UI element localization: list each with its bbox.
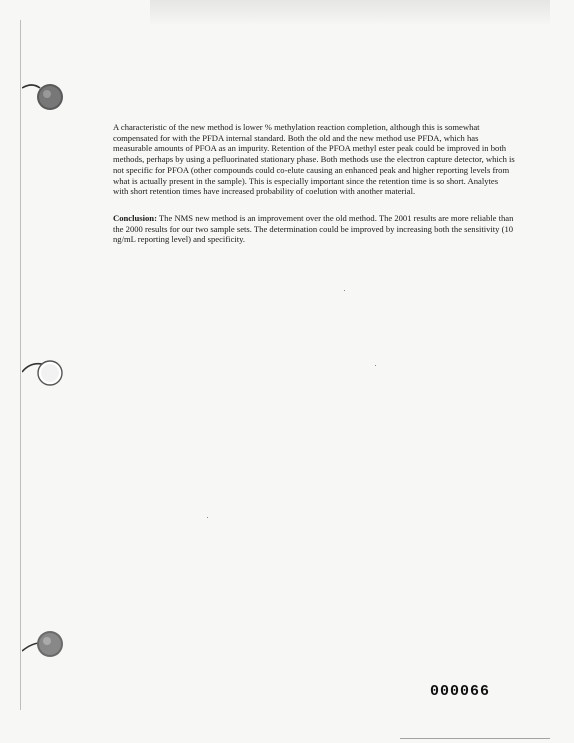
bottom-edge-line (400, 738, 550, 739)
scan-speck (344, 290, 345, 291)
page-number: 000066 (430, 683, 491, 700)
conclusion-paragraph (113, 213, 515, 245)
scan-speck (207, 517, 208, 518)
punch-hole-icon (22, 629, 64, 661)
scan-speck (375, 365, 376, 366)
punch-hole-icon (22, 80, 64, 112)
conclusion-heading: Conclusion: (113, 213, 157, 223)
punch-hole-icon (22, 356, 64, 388)
scan-shadow (150, 0, 550, 26)
conclusion-text: The NMS new method is an improvement over the old method. The 2001 results are more reliable than the 2000 results for our two sample sets. The determination could be improved by increasing both the sensitivity (10 ng/mL reporting level) and specificity. (113, 213, 514, 245)
page-edge-line (20, 20, 21, 710)
body-paragraph: A characteristic of the new method is lower % methylation reaction completion, although this is somewhat compensated for with the PFDA internal standard. Both the old and the new method use PFDA, which has measurable amounts of PFOA as an impurity. Retention of the PFOA methyl ester peak could be improved in both methods, perhaps by using a pefluorinated stationary phase. Both methods use the electron capture detector, which is not specific for PFOA (other compounds could co-elute causing an enhanced peak and higher reporting levels from what is actually present in the sample). This is especially important since the retention time is so short. Analytes with short retention times have increased probability of coelution with another material. (113, 122, 515, 197)
